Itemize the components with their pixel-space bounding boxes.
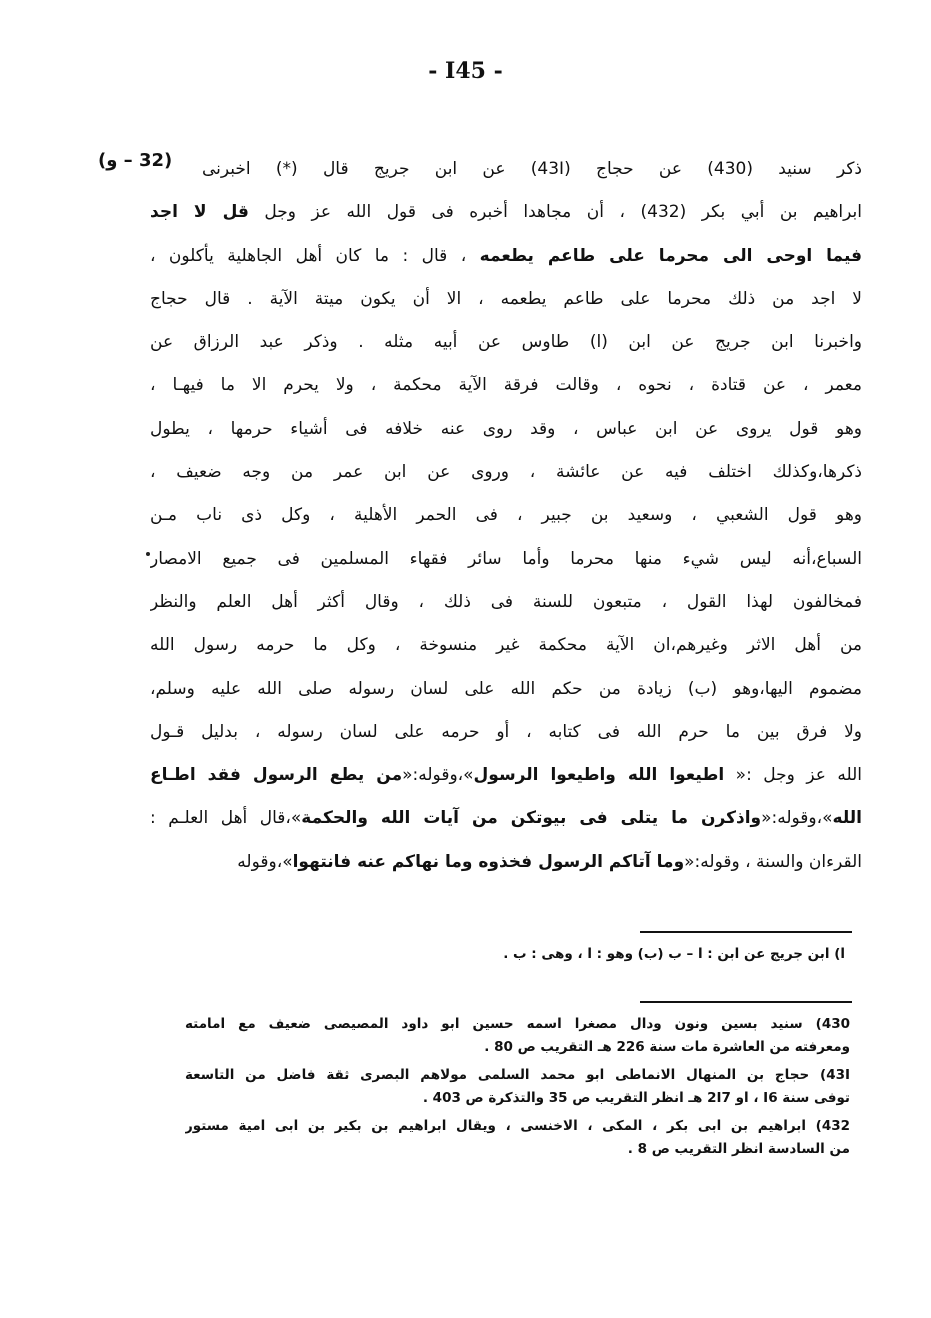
text-span: معمر ، عن قتادة ، نحوه ، وقالت فرقة الآية محكمة ، ولا يحرم الا ما فيهـا ، [150, 375, 862, 396]
quran-quote: اطيعوا الله واطيعوا الرسول [473, 765, 725, 786]
text-span: »،وقوله:« [761, 808, 833, 829]
footnote-line: 43I) حجاج بن المنهال الانماطى ابو محمد السلمى مولاهم البصرى ثقة فاضل من التاسعة [185, 1067, 850, 1083]
text-line [150, 538, 862, 581]
text-line [150, 797, 862, 840]
text-line [150, 841, 862, 884]
footnote [185, 1013, 850, 1059]
marginal-folio-note: (32 – و) [98, 150, 173, 171]
text-span: واخبرنا ابن جريج عن ابن (ا) طاوس عن أبيه مثله . وذكر عبد الرزاق عن [150, 332, 862, 353]
footnote [185, 1064, 850, 1110]
text-line [150, 235, 862, 278]
stray-dot [146, 552, 150, 556]
text-span: »،وقوله:« [402, 765, 474, 786]
text-span: »،قال أهل العلـم : [150, 808, 302, 829]
footnote-line: توفى سنة I6 ، او 2I7 هـ انظر التقريب ص 35 والتذكرة ص 403 . [422, 1090, 850, 1106]
footnote-line: 432) ابراهيم بن ابى بكر ، المكى ، الاخنسى ، ويقال ابراهيم بن بكير بن ابى امية مستور [185, 1118, 850, 1134]
text-span: القرءان والسنة ، وقوله:« [684, 851, 862, 872]
main-text [150, 148, 862, 884]
variant-readings-footnote: ا) ابن جريج عن ابن : ا – ب (ب) وهو : ا ، وهى : ب . [503, 946, 845, 962]
text-line [150, 364, 862, 407]
text-span: »،وقوله [237, 851, 293, 872]
text-line [150, 278, 862, 321]
footnote-separator-variants [640, 931, 852, 933]
text-span: ، قال : ما كان أهل الجاهلية يأكلون ، [150, 245, 480, 266]
text-span: السباع،أنه ليس شيء منها محرما وأما سائر فقهاء المسلمين فى جميع الامصار [150, 548, 862, 569]
footnote-separator-biographies [640, 1001, 852, 1003]
quran-quote: قل لا اجد [150, 202, 249, 223]
text-line [150, 451, 862, 494]
quran-quote: واذكرن ما يتلى فى بيوتكن من آيات الله والحكمة [301, 808, 762, 829]
text-span: وهو قول الشعبي ، وسعيد بن جبير ، فى الحمر الأهلية ، وكل ذى ناب مـن [150, 505, 862, 526]
quran-quote: وما آتاكم الرسول فخذوه وما نهاكم عنه فانتهوا [292, 851, 685, 872]
text-span: وهو قول يروى عن ابن عباس ، وقد روى عنه خلافه فى أشياء حرمها ، يطول [150, 418, 862, 439]
text-line [150, 494, 862, 537]
text-span: لا اجد من ذلك محرما على طاعم يطعمه ، الا أن يكون ميتة الآية . قال حجاج [150, 288, 862, 309]
footnote-line: ومعرفته من العاشرة مات سنة 226 هـ التقريب ص 80 . [484, 1039, 850, 1055]
text-line [150, 191, 862, 234]
text-line [150, 668, 862, 711]
footnote-line: من السادسة انظر التقريب ص 8 . [627, 1141, 850, 1157]
biographical-footnotes [185, 1013, 850, 1166]
text-span: مضموم اليها،وهو (ب) زيادة من حكم الله على لسان رسوله صلى الله عليه وسلم، [150, 678, 862, 699]
footnote [185, 1115, 850, 1161]
text-span: ذكرها،وكذلك اختلف فيه عن عائشة ، وروى عن ابن عمر من وجه ضعيف ، [150, 462, 862, 483]
text-span: ابراهيم بن أبي بكر (432) ، أن مجاهدا أخبره فى قول الله عز وجل [248, 202, 862, 223]
quran-quote: الله [832, 808, 862, 829]
quran-quote: فيما اوحى الى محرما على طاعم يطعمه [479, 245, 862, 266]
page-number: - I45 - [428, 58, 503, 84]
text-span: ذكر سنيد (430) عن حجاج (43I) عن ابن جريج قال (*) اخبرنى [202, 159, 862, 179]
text-span: فمخالفون لهذا القول ، متبعون للسنة فى ذلك ، وقال أكثر أهل العلم والنظر [150, 591, 862, 612]
footnote-line: 430) سنيد بسين ونون ودال مصغرا اسمه حسين ابو داود المصيصى ضعيف مع امامته [185, 1016, 850, 1032]
text-span: الله عز وجل :« [724, 765, 862, 786]
text-line [150, 754, 862, 797]
text-line [150, 408, 862, 451]
text-line [150, 321, 862, 364]
text-line [202, 148, 862, 191]
text-line [150, 624, 862, 667]
text-line [150, 581, 862, 624]
text-line [150, 711, 862, 754]
quran-quote: من يطع الرسول فقد اطـاع [150, 765, 403, 786]
text-span: من أهل الاثر وغيرهم،ان الآية محكمة غير منسوخة ، وكل ما حرمه رسول الله [150, 635, 862, 656]
text-span: ولا فرق بين ما حرم الله فى كتابه ، أو حرمه على لسان رسوله ، بدليل قـول [150, 721, 862, 742]
